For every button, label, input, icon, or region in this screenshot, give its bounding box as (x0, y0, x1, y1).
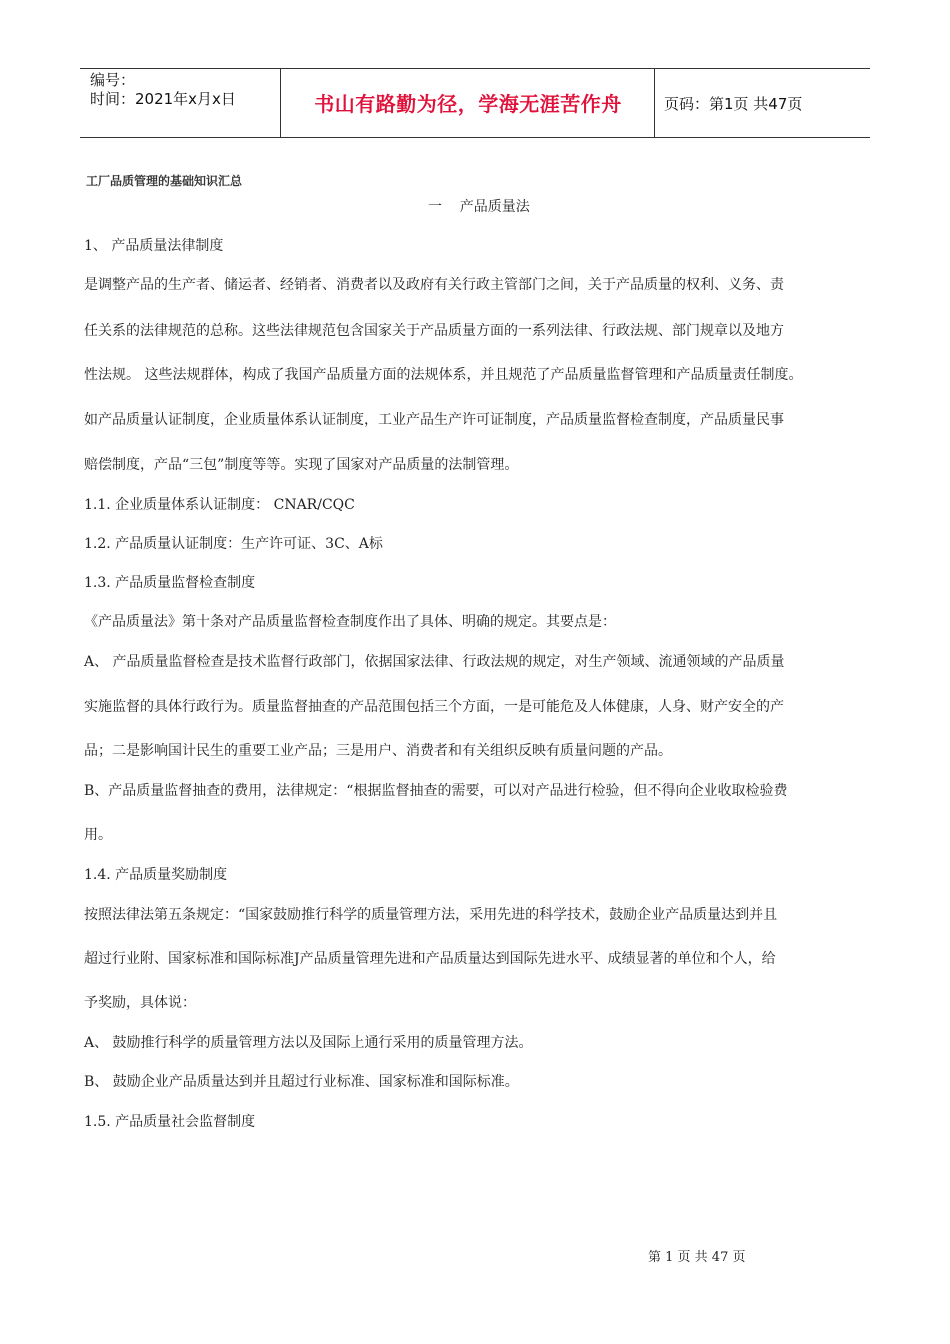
header-divider (654, 69, 655, 137)
serial-number-label: 编号： (90, 71, 136, 89)
document-title: 工厂品质管理的基础知识汇总 (86, 174, 243, 188)
section-title: 一 产品质量法 (428, 199, 530, 215)
header-divider (280, 69, 281, 137)
text-line: 赔偿制度，产品“三包”制度等等。实现了国家对产品质量的法制管理。 (84, 457, 519, 473)
text-line: 1.1. 企业质量体系认证制度： CNAR/CQC (84, 497, 355, 513)
document-header (80, 68, 870, 138)
text-line: 品；二是影响国计民生的重要工业产品；三是用户、消费者和有关组织反映有质量问题的产品。 (84, 743, 672, 759)
text-line: 1、 产品质量法律制度 (84, 238, 224, 254)
text-line: 1.3. 产品质量监督检查制度 (84, 575, 256, 591)
text-line: A、 产品质量监督检查是技术监督行政部门，依据国家法律、行政法规的规定，对生产领域、流通领域的产品质量 (84, 654, 785, 670)
text-line: 《产品质量法》第十条对产品质量监督检查制度作出了具体、明确的规定。其要点是： (84, 614, 616, 630)
text-line: 如产品质量认证制度，企业质量体系认证制度，工业产品生产许可证制度，产品质量监督检查制度，产品质量民事 (84, 412, 784, 428)
text-line: 性法规。 这些法规群体，构成了我国产品质量方面的法规体系，并且规范了产品质量监督管理和产品质量责任制度。 (84, 367, 803, 383)
header-meta (90, 71, 280, 109)
text-line: 1.5. 产品质量社会监督制度 (84, 1114, 256, 1130)
date-label: 时间：2021年x月x日 (90, 90, 236, 108)
text-line: 1.4. 产品质量奖励制度 (84, 867, 228, 883)
page-footer: 第 1 页 共 47 页 (648, 1250, 746, 1265)
text-line: 任关系的法律规范的总称。这些法律规范包含国家关于产品质量方面的一系列法律、行政法规、部门规章以及地方 (84, 323, 784, 339)
text-line: B、产品质量监督抽查的费用，法律规定：“根据监督抽查的需要，可以对产品进行检验，但不得向企业收取检验费 (84, 783, 788, 799)
text-line: 1.2. 产品质量认证制度：生产许可证、3C、A标 (84, 536, 383, 552)
text-line: 实施监督的具体行政行为。质量监督抽查的产品范围包括三个方面，一是可能危及人体健康，人身、财产安全的产 (84, 699, 784, 715)
header-page-number: 页码：第1页 共47页 (664, 95, 803, 113)
text-line: 用。 (84, 827, 112, 843)
text-line: 超过行业附、国家标准和国际标准J产品质量管理先进和产品质量达到国际先进水平、成绩显著的单位和个人，给 (84, 951, 776, 967)
text-line: A、 鼓励推行科学的质量管理方法以及国际上通行采用的质量管理方法。 (84, 1035, 533, 1051)
text-line: B、 鼓励企业产品质量达到并且超过行业标准、国家标准和国际标准。 (84, 1074, 519, 1090)
text-line: 按照法律法第五条规定：“国家鼓励推行科学的质量管理方法，采用先进的科学技术，鼓励企业产品质量达到并且 (84, 907, 778, 923)
text-line: 予奖励，具体说： (84, 995, 196, 1011)
header-motto: 书山有路勤为径，学海无涯苦作舟 (314, 92, 622, 116)
text-line: 是调整产品的生产者、储运者、经销者、消费者以及政府有关行政主管部门之间，关于产品质量的权利、义务、责 (84, 277, 784, 293)
